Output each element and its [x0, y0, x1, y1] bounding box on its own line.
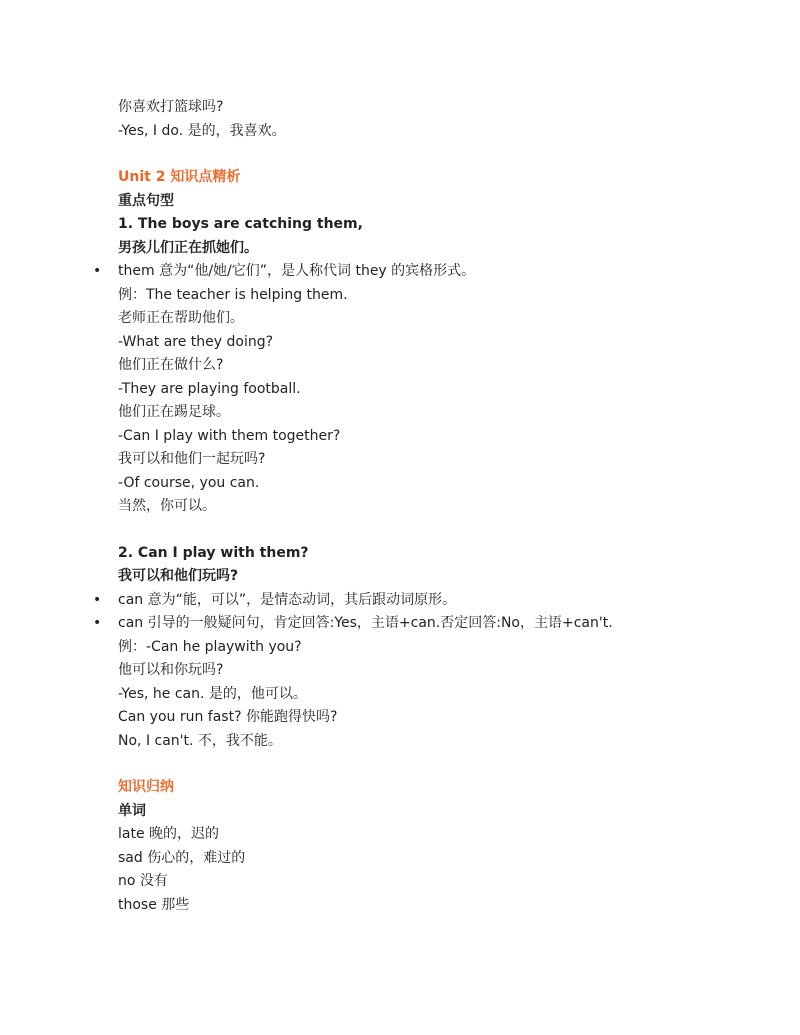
example-line: -Of course, you can.: [118, 474, 260, 491]
example-line: Can you run fast? 你能跑得快吗?: [118, 709, 338, 725]
example-line: 他们正在踢足球。: [118, 404, 230, 420]
example-line: 我可以和他们一起玩吗?: [118, 451, 266, 467]
vocab-item: sad 伤心的，难过的: [118, 849, 246, 866]
example-line: 例：The teacher is helping them.: [118, 286, 348, 303]
intro-question: 你喜欢打篮球吗?: [118, 99, 224, 115]
vocab-item: late 晚的，迟的: [118, 826, 220, 842]
point1-title-en: 1. The boys are catching them,: [118, 216, 363, 232]
example-line: -Can I play with them together?: [118, 427, 341, 444]
key-sentences-subheading: 重点句型: [118, 192, 174, 209]
point2-title-zh: 我可以和他们玩吗?: [118, 568, 239, 584]
point2-bullet: • can 引导的一般疑问句，肯定回答:Yes，主语+can.否定回答:No，主语+can't.: [118, 612, 718, 636]
unit2-heading: Unit 2 知识点精析: [118, 169, 241, 185]
document-content: [118, 96, 718, 917]
example-line: 例：-Can he playwith you?: [118, 638, 302, 655]
example-line: 老师正在帮助他们。: [118, 310, 244, 326]
point2-title-en: 2. Can I play with them?: [118, 544, 309, 561]
words-subheading: 单词: [118, 802, 146, 819]
vocab-item: those 那些: [118, 896, 190, 913]
intro-answer: -Yes, I do. 是的，我喜欢。: [118, 122, 286, 139]
example-line: No, I can't. 不，我不能。: [118, 732, 282, 749]
spacer: [118, 519, 718, 542]
example-line: 他可以和你玩吗?: [118, 662, 224, 678]
point2-bullet: • can 意为“能，可以”，是情态动词，其后跟动词原形。: [118, 589, 718, 613]
point1-title-zh: 男孩儿们正在抓她们。: [118, 239, 258, 256]
example-line: -They are playing football.: [118, 380, 301, 397]
example-line: 当然，你可以。: [118, 498, 216, 514]
point1-bullet: • them 意为“他/她/它们”，是人称代词 they 的宾格形式。: [118, 260, 718, 284]
example-line: -What are they doing?: [118, 333, 274, 350]
spacer: [118, 143, 718, 166]
summary-heading: 知识归纳: [118, 779, 174, 795]
point1-bullet-list: [118, 260, 718, 284]
spacer: [118, 753, 718, 776]
example-line: -Yes, he can. 是的，他可以。: [118, 685, 307, 702]
point2-bullet-list: [118, 589, 718, 636]
example-line: 他们正在做什么?: [118, 357, 224, 373]
vocab-item: no 没有: [118, 873, 168, 889]
